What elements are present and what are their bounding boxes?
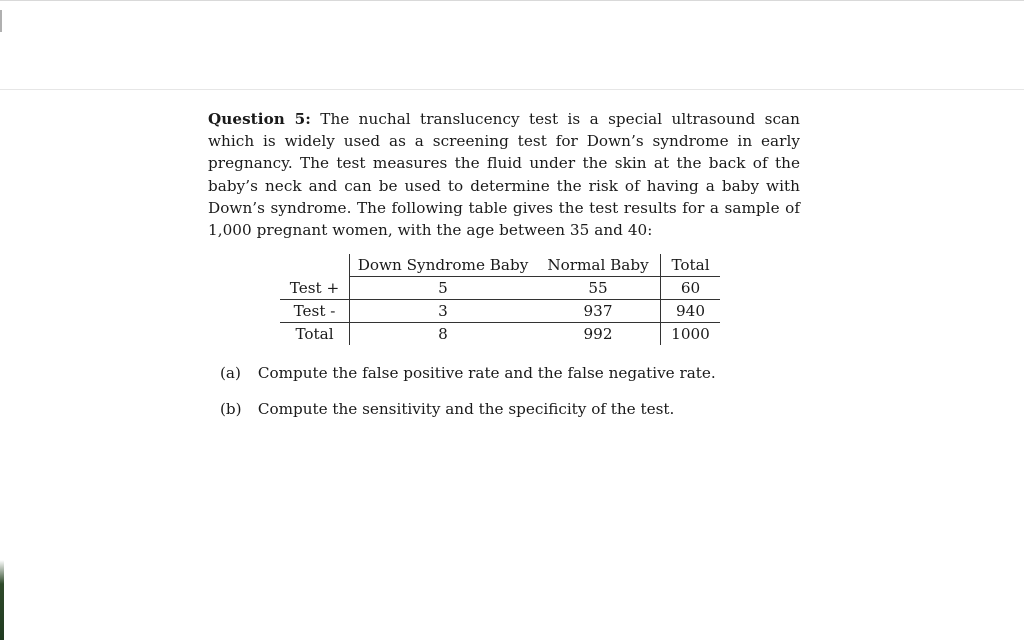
part-b bbox=[220, 398, 800, 420]
table-cell: 55 bbox=[536, 277, 661, 300]
row-label: Test - bbox=[280, 300, 350, 323]
table-row bbox=[280, 323, 720, 346]
part-tag: (b) bbox=[220, 400, 242, 418]
row-label: Test + bbox=[280, 277, 350, 300]
table-row bbox=[280, 300, 720, 323]
table-cell: 937 bbox=[536, 300, 661, 323]
header-total: Total bbox=[661, 254, 721, 277]
question-label: Question 5: bbox=[208, 110, 311, 128]
left-edge-background bbox=[0, 560, 4, 640]
table-cell: 940 bbox=[661, 300, 721, 323]
table-cell: 5 bbox=[350, 277, 537, 300]
contingency-table bbox=[280, 254, 720, 345]
document-page bbox=[208, 108, 800, 418]
part-a bbox=[220, 362, 800, 384]
question-text: The nuchal translucency test is a special ultrasound scan which is widely used as a screening test for Down’s syndrome in early pregnancy. The test measures the fluid under the skin at the back of the baby’s neck and can be used to determine the risk of having a baby with Down’s syndrome. The following table gives the test results for a sample of 1,000 pregnant women, with the age between 35 and 40: bbox=[208, 110, 800, 240]
question-paragraph bbox=[208, 108, 800, 241]
table-row bbox=[280, 277, 720, 300]
table-cell: 992 bbox=[583, 325, 613, 343]
table-cell: 8 bbox=[350, 323, 537, 346]
header-normal-baby: Normal Baby bbox=[536, 254, 661, 277]
table-corner-cell bbox=[280, 254, 350, 277]
separator-line bbox=[0, 89, 1024, 90]
table-cell: 1000 bbox=[661, 323, 721, 346]
table-header-row bbox=[280, 254, 720, 277]
top-border bbox=[0, 0, 1024, 1]
contingency-table-wrapper bbox=[280, 254, 720, 345]
table-cell: 3 bbox=[350, 300, 537, 323]
row-label: Total bbox=[295, 325, 334, 343]
table-cell: 60 bbox=[661, 277, 721, 300]
part-tag: (a) bbox=[220, 364, 241, 382]
question-parts bbox=[220, 362, 800, 434]
part-text: Compute the false positive rate and the false negative rate. bbox=[257, 364, 716, 382]
part-text: Compute the sensitivity and the specificity of the test. bbox=[257, 400, 675, 418]
left-edge-mark bbox=[0, 10, 2, 32]
header-down-syndrome: Down Syndrome Baby bbox=[350, 254, 537, 277]
